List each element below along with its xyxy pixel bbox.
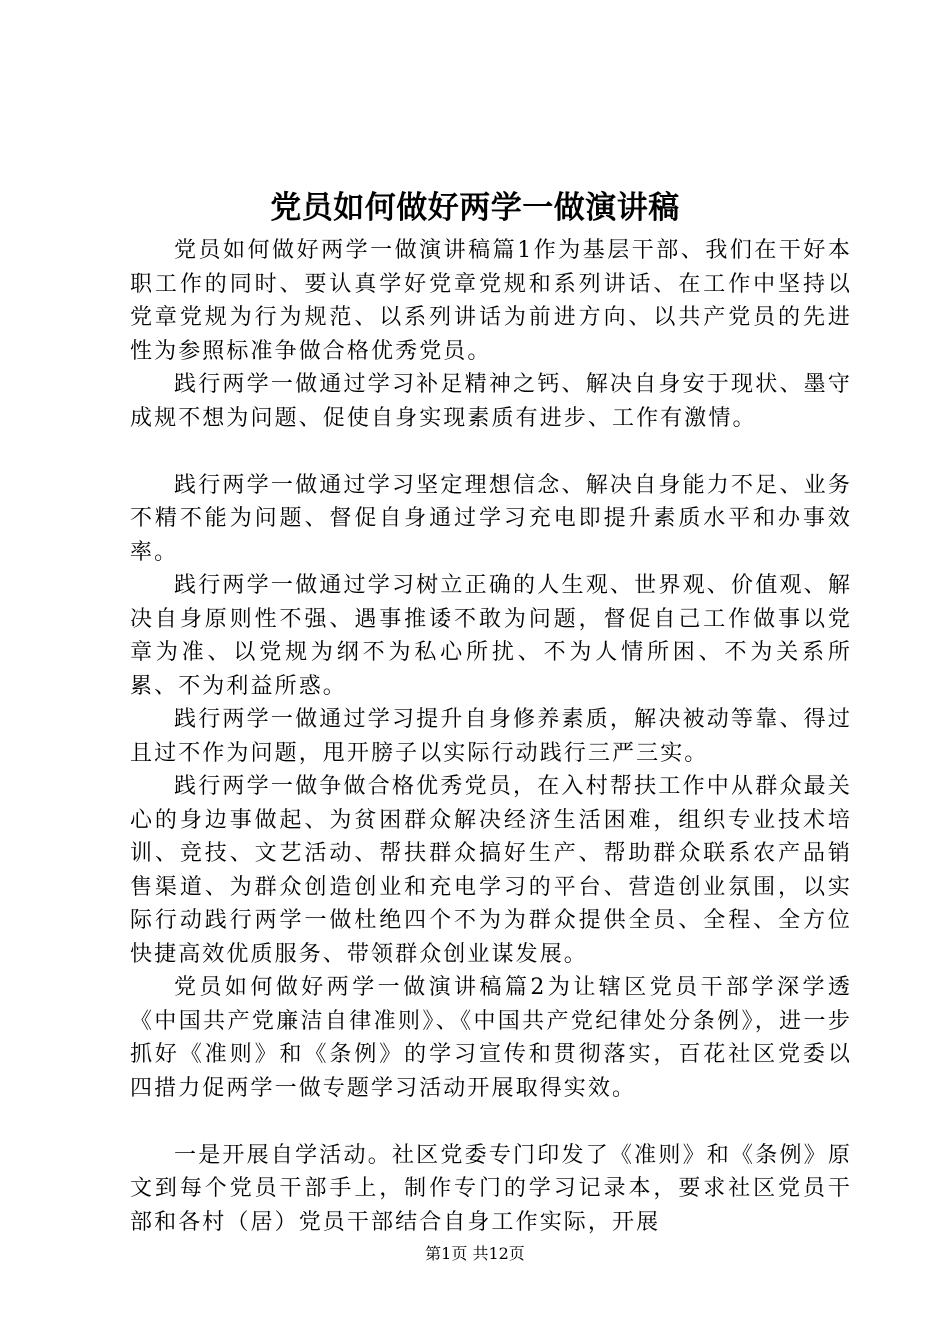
body-paragraph: 践行两学一做通过学习提升自身修养素质，解决被动等靠、得过且过不作为问题，甩开膀子以实际行动践行三严三实。 [130,707,852,766]
document-title: 党员如何做好两学一做演讲稿 [270,190,680,226]
body-paragraph: 践行两学一做通过学习树立正确的人生观、世界观、价值观、解决自身原则性不强、遇事推诿不敢为问题，督促自己工作做事以党章为准、以党规为纲不为私心所扰、不为人情所困、不为关系所累、不为利益所惑。 [130,573,852,699]
body-paragraph: 党员如何做好两学一做演讲稿篇2为让辖区党员干部学深学透《中国共产党廉洁自律准则》、《中国共产党纪律处分条例》，进一步抓好《准则》和《条例》的学习宣传和贯彻落实，百花社区党委以四措力促两学一做专题学习活动开展取得实效。 [130,975,852,1101]
body-paragraph: 践行两学一做通过学习坚定理想信念、解决自身能力不足、业务不精不能为问题、督促自身通过学习充电即提升素质水平和办事效率。 [130,472,852,565]
document-body [130,234,852,1239]
body-paragraph: 党员如何做好两学一做演讲稿篇1作为基层干部、我们在干好本职工作的同时、要认真学好党章党规和系列讲话、在工作中坚持以党章党规为行为规范、以系列讲话为前进方向、以共产党员的先进性为参照标准争做合格优秀党员。 [130,238,852,364]
page-number: 第1页 共12页 [425,1244,525,1263]
body-paragraph: 一是开展自学活动。社区党委专门印发了《准则》和《条例》原文到每个党员干部手上，制作专门的学习记录本，要求社区党员干部和各村（居）党员干部结合自身工作实际，开展 [130,1142,852,1235]
body-paragraph: 践行两学一做通过学习补足精神之钙、解决自身安于现状、墨守成规不想为问题、促使自身实现素质有进步、工作有激情。 [130,372,852,431]
body-paragraph: 践行两学一做争做合格优秀党员，在入村帮扶工作中从群众最关心的身边事做起、为贫困群众解决经济生活困难，组织专业技术培训、竞技、文艺活动、帮扶群众搞好生产、帮助群众联系农产品销售渠道、为群众创造创业和充电学习的平台、营造创业氛围，以实际行动践行两学一做杜绝四个不为为群众提供全员、全程、全方位快捷高效优质服务、带领群众创业谋发展。 [130,774,852,967]
